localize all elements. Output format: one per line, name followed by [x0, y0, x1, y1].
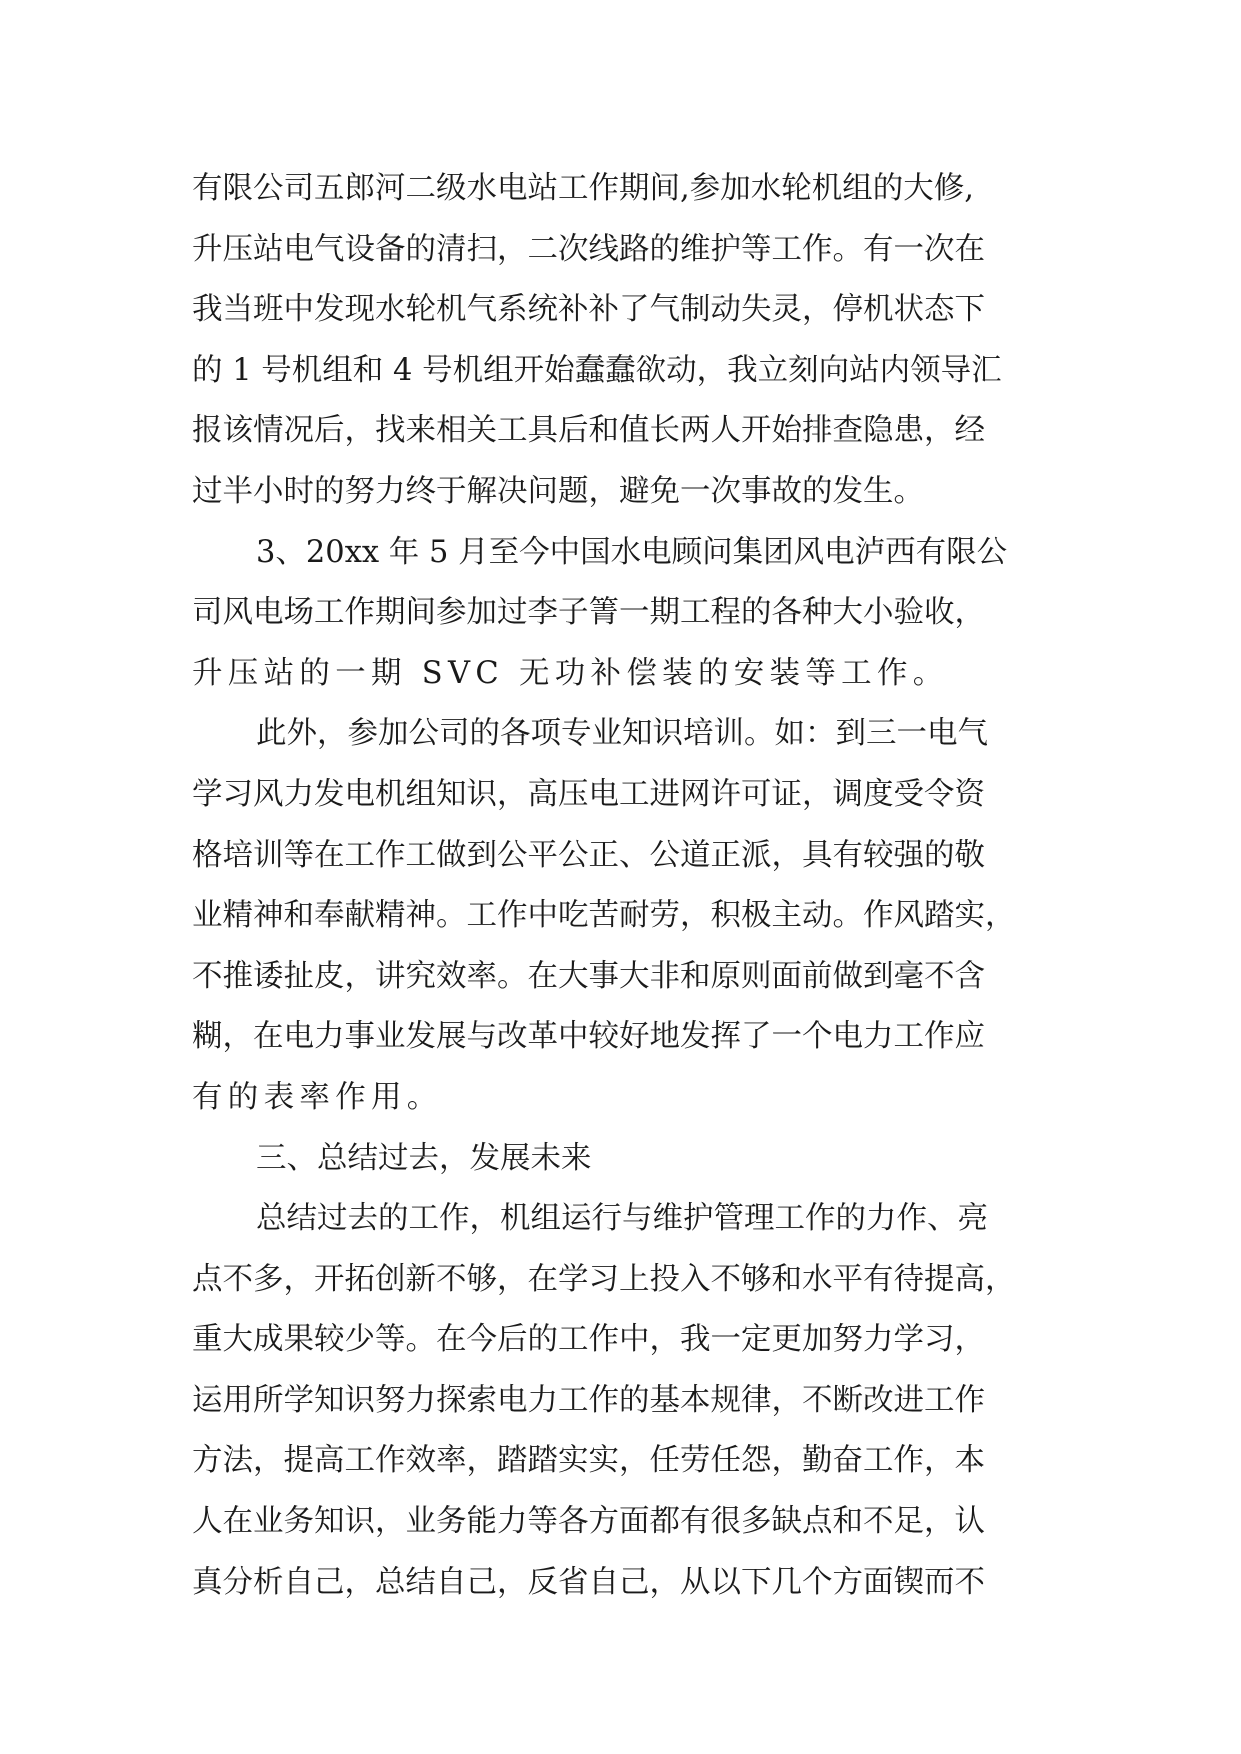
text-line: 不推诿扯皮，讲究效率。在大事大非和原则面前做到毫不含	[192, 958, 985, 994]
text-line: 真分析自己，总结自己，反省自己，从以下几个方面锲而不	[192, 1564, 985, 1600]
text-line: 升压站电气设备的清扫，二次线路的维护等工作。有一次在	[192, 231, 985, 267]
text-line: 重大成果较少等。在今后的工作中，我一定更加努力学习，	[192, 1322, 985, 1358]
text-line: 总结过去的工作，机组运行与维护管理工作的力作、亮	[256, 1201, 988, 1237]
text-line: 有限公司五郎河二级水电站工作期间,参加水轮机组的大修,	[192, 171, 974, 206]
text-line: 3、20xx 年 5 月至今中国水电顾问集团风电泸西有限公	[256, 534, 1008, 570]
text-line: 格培训等在工作工做到公平公正、公道正派，具有较强的敬	[192, 837, 985, 873]
text-line: 报该情况后，找来相关工具后和值长两人开始排查隐患，经	[192, 413, 985, 449]
text-line: 有的表率作用。	[192, 1079, 443, 1115]
text-line: 点不多，开拓创新不够，在学习上投入不够和水平有待提高，	[192, 1261, 1016, 1297]
text-line: 我当班中发现水轮机气系统补补了气制动失灵，停机状态下	[192, 292, 985, 328]
text-line: 司风电场工作期间参加过李子箐一期工程的各种大小验收，	[192, 595, 985, 631]
text-line: 过半小时的努力终于解决问题，避免一次事故的发生。	[192, 473, 924, 509]
text-line: 学习风力发电机组知识，高压电工进网许可证，调度受令资	[192, 776, 985, 812]
text-line: 方法，提高工作效率，踏踏实实，任劳任怨，勤奋工作，本	[192, 1443, 985, 1479]
text-line: 三、总结过去，发展未来	[256, 1140, 592, 1176]
document-body	[192, 159, 1092, 1613]
text-line: 糊，在电力事业发展与改革中较好地发挥了一个电力工作应	[192, 1019, 985, 1055]
text-line: 人在业务知识，业务能力等各方面都有很多缺点和不足，认	[192, 1504, 985, 1540]
text-line: 升压站的一期 SVC 无功补偿装的安装等工作。	[192, 655, 949, 691]
text-line: 运用所学知识努力探索电力工作的基本规律，不断改进工作	[192, 1382, 985, 1418]
text-line: 业精神和奉献精神。工作中吃苦耐劳，积极主动。作风踏实，	[192, 898, 1016, 934]
text-line: 此外，参加公司的各项专业知识培训。如：到三一电气	[256, 716, 988, 752]
text-line: 的 1 号机组和 4 号机组开始蠢蠢欲动，我立刻向站内领导汇	[192, 352, 1002, 388]
